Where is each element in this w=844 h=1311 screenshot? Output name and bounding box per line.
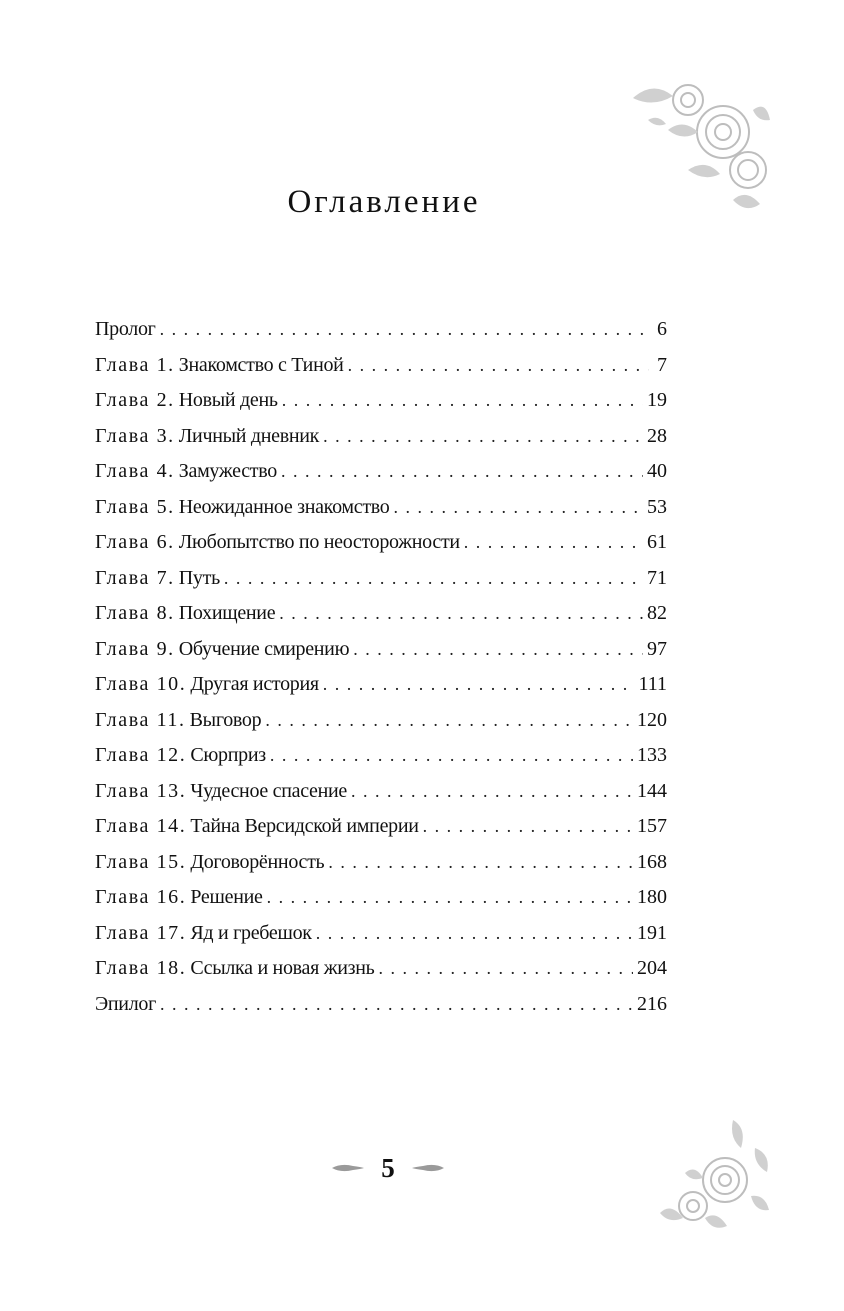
toc-chapter-title: Решение [190,886,263,908]
toc-leader-dots [270,738,633,774]
toc-entry[interactable] [95,987,667,1023]
toc-leader-dots [265,703,633,739]
toc-chapter-number: Глава 2. [95,389,175,411]
toc-chapter-number: Глава 14. [95,815,187,837]
leaf-flourish-right-icon [411,1163,445,1173]
toc-leader-dots [423,809,633,845]
toc-entry[interactable] [95,561,667,597]
toc-leader-dots [378,951,633,987]
toc-chapter-title: Личный дневник [178,424,320,447]
toc-leader-dots [316,916,633,952]
toc-entry[interactable] [95,490,667,526]
toc-page-number: 180 [637,886,667,908]
toc-entry[interactable] [95,845,667,881]
toc-chapter-title: Яд и гребешок [190,921,312,944]
toc-page-number: 168 [637,850,667,873]
toc-chapter-number: Глава 12. [95,744,187,766]
toc-chapter-title: Сюрприз [190,744,266,766]
toc-chapter-title: Пролог [95,318,156,340]
rose-ornament-bottom-icon [655,1118,775,1236]
page-title: Оглавление [287,184,481,221]
toc-entry[interactable] [95,916,667,952]
toc-page-number: 204 [637,957,667,979]
toc-page-number: 7 [657,353,667,376]
toc-chapter-title: Похищение [178,602,276,624]
toc-chapter-number: Глава 13. [95,779,187,802]
toc-page-number: 144 [637,779,667,802]
toc-chapter-title: Чудесное спасение [190,779,348,802]
toc-page-number: 53 [647,495,667,518]
toc-page-number: 82 [647,602,667,624]
toc-page-number: 6 [657,318,667,340]
toc-chapter-number: Глава 4. [95,460,175,482]
toc-page-number: 157 [637,815,667,837]
toc-entry[interactable] [95,383,667,419]
toc-leader-dots [323,419,643,455]
toc-chapter-title: Неожиданное знакомство [178,495,390,518]
toc-leader-dots [224,561,643,597]
toc-entry[interactable] [95,348,667,384]
toc-chapter-number: Глава 8. [95,602,175,624]
toc-chapter-number: Глава 17. [95,921,187,944]
toc-page-number: 111 [638,673,667,695]
toc-leader-dots [353,632,643,668]
toc-chapter-title: Новый день [178,389,278,411]
page-number: 5 [381,1152,395,1183]
toc-chapter-number: Глава 5. [95,495,175,518]
toc-entry[interactable] [95,774,667,810]
toc-leader-dots [328,845,633,881]
toc-chapter-title: Тайна Версидской империи [190,815,419,837]
toc-chapter-number: Глава 15. [95,850,187,873]
toc-chapter-title: Обучение смирению [178,637,350,660]
toc-entry[interactable] [95,419,667,455]
toc-entry[interactable] [95,454,667,490]
toc-chapter-title: Эпилог [95,992,156,1015]
toc-chapter-number: Глава 10. [95,673,187,695]
toc-entry[interactable] [95,880,667,916]
toc-chapter-number: Глава 16. [95,886,187,908]
toc-entry[interactable] [95,525,667,561]
toc-page-number: 61 [647,531,667,553]
toc-leader-dots [279,596,643,632]
toc-chapter-title: Путь [178,566,220,589]
toc-leader-dots [348,348,649,384]
toc-leader-dots [464,525,643,561]
toc-chapter-title: Любопытство по неосторожности [178,531,460,553]
toc-page-number: 40 [647,460,667,482]
toc-leader-dots [351,774,633,810]
toc-leader-dots [394,490,644,526]
toc-leader-dots [160,987,633,1023]
toc-leader-dots [282,383,643,419]
toc-page-number: 71 [647,566,667,589]
toc-leader-dots [267,880,633,916]
page-folio [318,1148,458,1188]
toc-page-number: 120 [637,708,667,731]
toc-entry[interactable] [95,703,667,739]
toc-chapter-title: Знакомство с Тиной [178,353,344,376]
leaf-flourish-left-icon [331,1163,365,1173]
toc-leader-dots [281,454,643,490]
toc-page-number: 191 [637,921,667,944]
table-of-contents [95,312,667,1022]
toc-leader-dots [323,667,635,703]
toc-chapter-number: Глава 6. [95,531,175,553]
toc-page-number: 97 [647,637,667,660]
toc-page-number: 216 [637,992,667,1015]
toc-chapter-number: Глава 3. [95,424,175,447]
toc-chapter-title: Замужество [178,460,277,482]
toc-entry[interactable] [95,738,667,774]
toc-chapter-number: Глава 9. [95,637,175,660]
toc-chapter-number: Глава 1. [95,353,175,376]
toc-page-number: 28 [647,424,667,447]
toc-chapter-number: Глава 18. [95,957,187,979]
toc-entry[interactable] [95,809,667,845]
toc-chapter-title: Договорённость [190,850,325,873]
toc-chapter-title: Другая история [190,673,319,695]
toc-entry[interactable] [95,632,667,668]
toc-page-number: 19 [647,389,667,411]
toc-chapter-number: Глава 7. [95,566,175,589]
toc-page-number: 133 [637,744,667,766]
toc-entry[interactable] [95,596,667,632]
toc-entry[interactable] [95,312,667,348]
toc-entry[interactable] [95,667,667,703]
toc-chapter-title: Выговор [189,708,262,731]
toc-chapter-title: Ссылка и новая жизнь [190,957,375,979]
toc-entry[interactable] [95,951,667,987]
toc-leader-dots [160,312,649,348]
toc-chapter-number: Глава 11. [95,708,186,731]
